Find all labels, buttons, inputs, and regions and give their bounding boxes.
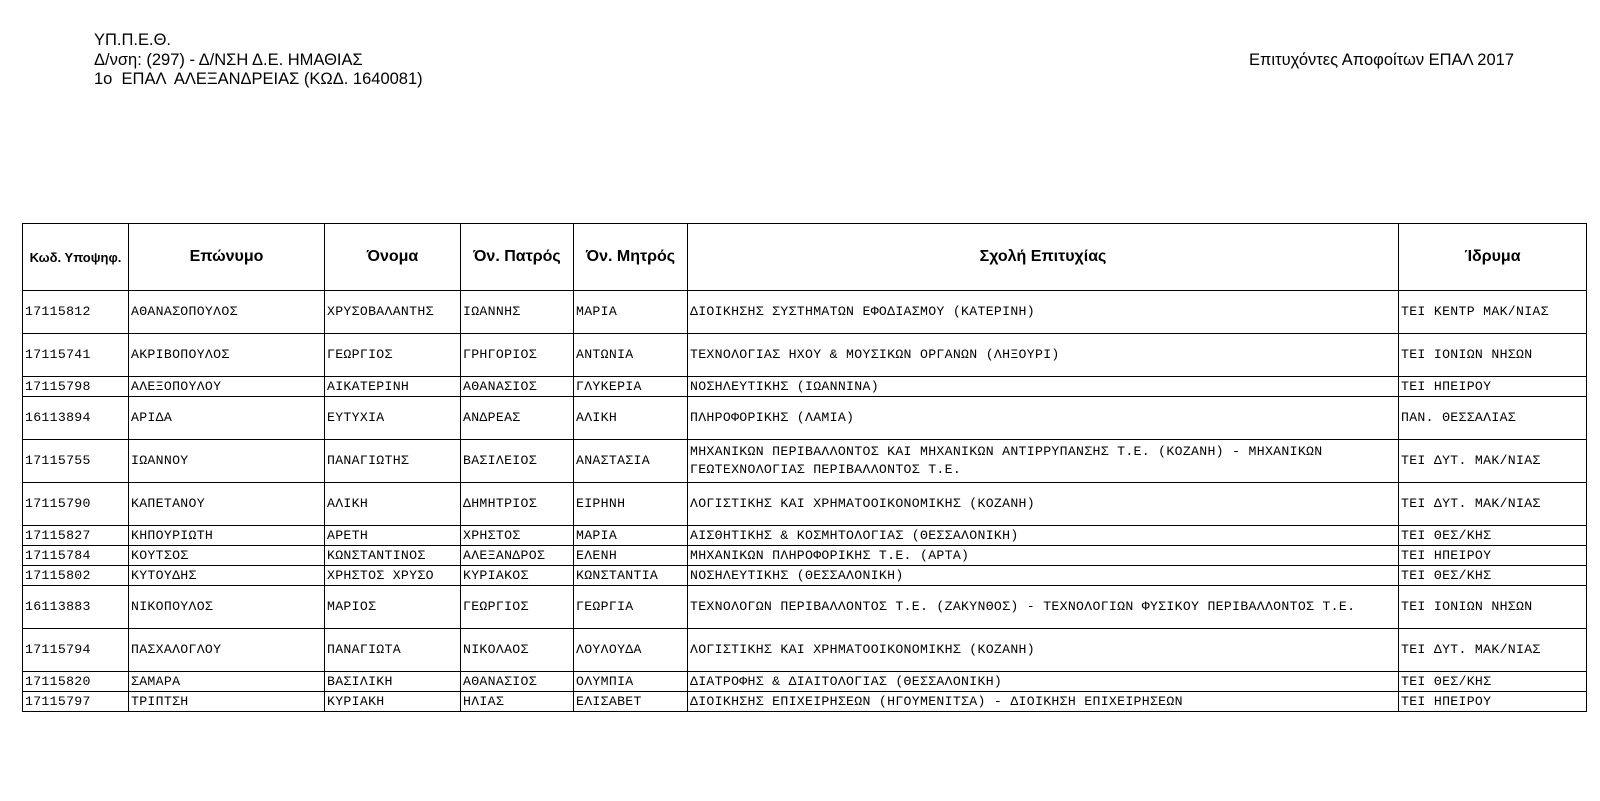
table-row — [23, 629, 1587, 672]
cell-father: ΗΛΙΑΣ — [461, 692, 574, 712]
cell-institution: ΤΕΙ ΙΟΝΙΩΝ ΝΗΣΩΝ — [1399, 586, 1587, 629]
cell-mother: ΓΛΥΚΕΡΙΑ — [574, 377, 688, 397]
cell-code: 17115755 — [23, 440, 129, 483]
cell-school: ΤΕΧΝΟΛΟΓΙΑΣ ΗΧΟΥ & ΜΟΥΣΙΚΩΝ ΟΡΓΑΝΩΝ (ΛΗΞΟΥΡΙ) — [688, 334, 1399, 377]
cell-school: ΑΙΣΘΗΤΙΚΗΣ & ΚΟΣΜΗΤΟΛΟΓΙΑΣ (ΘΕΣΣΑΛΟΝΙΚΗ) — [688, 526, 1399, 546]
cell-school: ΜΗΧΑΝΙΚΩΝ ΠΕΡΙΒΑΛΛΟΝΤΟΣ ΚΑΙ ΜΗΧΑΝΙΚΩΝ ΑΝΤΙΡΡΥΠΑΝΣΗΣ Τ.Ε. (ΚΟΖΑΝΗ) - ΜΗΧΑΝΙΚΩΝ ΓΕΩΤΕΧΝΟΛΟΓΙΑΣ ΠΕΡΙΒΑΛΛΟΝΤΟΣ Τ.Ε. — [688, 440, 1399, 483]
cell-mother: ΕΛΕΝΗ — [574, 546, 688, 566]
cell-school: ΤΕΧΝΟΛΟΓΩΝ ΠΕΡΙΒΑΛΛΟΝΤΟΣ Τ.Ε. (ΖΑΚΥΝΘΟΣ) - ΤΕΧΝΟΛΟΓΙΩΝ ΦΥΣΙΚΟΥ ΠΕΡΙΒΑΛΛΟΝΤΟΣ Τ.Ε. — [688, 586, 1399, 629]
cell-institution: ΤΕΙ ΔΥΤ. ΜΑΚ/ΝΙΑΣ — [1399, 483, 1587, 526]
cell-name: ΑΛΙΚΗ — [325, 483, 461, 526]
cell-institution: ΤΕΙ ΗΠΕΙΡΟΥ — [1399, 692, 1587, 712]
cell-surname: ΑΘΑΝΑΣΟΠΟΥΛΟΣ — [129, 291, 325, 334]
table-row — [23, 586, 1587, 629]
cell-father: ΑΘΑΝΑΣΙΟΣ — [461, 672, 574, 692]
cell-mother: ΜΑΡΙΑ — [574, 291, 688, 334]
cell-code: 17115820 — [23, 672, 129, 692]
col-header-code: Κωδ. Υποψηφ. — [23, 224, 129, 291]
cell-name: ΑΙΚΑΤΕΡΙΝΗ — [325, 377, 461, 397]
cell-institution: ΤΕΙ ΔΥΤ. ΜΑΚ/ΝΙΑΣ — [1399, 440, 1587, 483]
cell-code: 17115790 — [23, 483, 129, 526]
cell-code: 17115797 — [23, 692, 129, 712]
cell-name: ΓΕΩΡΓΙΟΣ — [325, 334, 461, 377]
cell-institution: ΠΑΝ. ΘΕΣΣΑΛΙΑΣ — [1399, 397, 1587, 440]
cell-surname: ΑΚΡΙΒΟΠΟΥΛΟΣ — [129, 334, 325, 377]
cell-code: 17115827 — [23, 526, 129, 546]
cell-mother: ΚΩΝΣΤΑΝΤΙΑ — [574, 566, 688, 586]
cell-father: ΑΛΕΞΑΝΔΡΟΣ — [461, 546, 574, 566]
cell-institution: ΤΕΙ ΔΥΤ. ΜΑΚ/ΝΙΑΣ — [1399, 629, 1587, 672]
cell-father: ΒΑΣΙΛΕΙΟΣ — [461, 440, 574, 483]
cell-surname: ΙΩΑΝΝΟΥ — [129, 440, 325, 483]
cell-surname: ΑΡΙΔΑ — [129, 397, 325, 440]
table-row — [23, 526, 1587, 546]
cell-surname: ΚΑΠΕΤΑΝΟΥ — [129, 483, 325, 526]
table-row — [23, 377, 1587, 397]
school-line: 1ο ΕΠΑΛ ΑΛΕΞΑΝΔΡΕΙΑΣ (ΚΩΔ. 1640081) — [94, 70, 423, 88]
col-header-father: Όν. Πατρός — [461, 224, 574, 291]
cell-mother: ΓΕΩΡΓΙΑ — [574, 586, 688, 629]
cell-mother: ΛΟΥΛΟΥΔΑ — [574, 629, 688, 672]
cell-name: ΧΡΗΣΤΟΣ ΧΡΥΣΟ — [325, 566, 461, 586]
table-row — [23, 397, 1587, 440]
cell-code: 17115812 — [23, 291, 129, 334]
cell-surname: ΝΙΚΟΠΟΥΛΟΣ — [129, 586, 325, 629]
cell-name: ΠΑΝΑΓΙΩΤΑ — [325, 629, 461, 672]
table-row — [23, 546, 1587, 566]
cell-school: ΔΙΟΙΚΗΣΗΣ ΣΥΣΤΗΜΑΤΩΝ ΕΦΟΔΙΑΣΜΟΥ (ΚΑΤΕΡΙΝΗ) — [688, 291, 1399, 334]
cell-name: ΒΑΣΙΛΙΚΗ — [325, 672, 461, 692]
cell-code: 17115741 — [23, 334, 129, 377]
cell-code: 17115802 — [23, 566, 129, 586]
cell-surname: ΚΥΤΟΥΔΗΣ — [129, 566, 325, 586]
cell-name: ΜΑΡΙΟΣ — [325, 586, 461, 629]
col-header-surname: Επώνυμο — [129, 224, 325, 291]
ministry-line: ΥΠ.Π.Ε.Θ. — [94, 31, 172, 49]
cell-school: ΛΟΓΙΣΤΙΚΗΣ ΚΑΙ ΧΡΗΜΑΤΟΟΙΚΟΝΟΜΙΚΗΣ (ΚΟΖΑΝΗ) — [688, 629, 1399, 672]
cell-mother: ΑΝΤΩΝΙΑ — [574, 334, 688, 377]
cell-name: ΠΑΝΑΓΙΩΤΗΣ — [325, 440, 461, 483]
cell-father: ΓΡΗΓΟΡΙΟΣ — [461, 334, 574, 377]
cell-mother: ΜΑΡΙΑ — [574, 526, 688, 546]
document-title: Επιτυχόντες Αποφοίτων ΕΠΑΛ 2017 — [1249, 51, 1514, 69]
cell-institution: ΤΕΙ ΗΠΕΙΡΟΥ — [1399, 377, 1587, 397]
table-row — [23, 672, 1587, 692]
table-row — [23, 483, 1587, 526]
cell-father: ΧΡΗΣΤΟΣ — [461, 526, 574, 546]
directorate-line: Δ/νση: (297) - Δ/ΝΣΗ Δ.Ε. ΗΜΑΘΙΑΣ — [94, 50, 363, 69]
cell-school: ΛΟΓΙΣΤΙΚΗΣ ΚΑΙ ΧΡΗΜΑΤΟΟΙΚΟΝΟΜΙΚΗΣ (ΚΟΖΑΝΗ) — [688, 483, 1399, 526]
cell-father: ΙΩΑΝΝΗΣ — [461, 291, 574, 334]
cell-surname: ΑΛΕΞΟΠΟΥΛΟΥ — [129, 377, 325, 397]
cell-surname: ΤΡΙΠΤΣΗ — [129, 692, 325, 712]
cell-surname: ΠΑΣΧΑΛΟΓΛΟΥ — [129, 629, 325, 672]
cell-father: ΔΗΜΗΤΡΙΟΣ — [461, 483, 574, 526]
table-header-row — [23, 224, 1587, 291]
cell-mother: ΟΛΥΜΠΙΑ — [574, 672, 688, 692]
cell-mother: ΕΙΡΗΝΗ — [574, 483, 688, 526]
cell-father: ΑΝΔΡΕΑΣ — [461, 397, 574, 440]
cell-school: ΝΟΣΗΛΕΥΤΙΚΗΣ (ΘΕΣΣΑΛΟΝΙΚΗ) — [688, 566, 1399, 586]
cell-school: ΜΗΧΑΝΙΚΩΝ ΠΛΗΡΟΦΟΡΙΚΗΣ Τ.Ε. (ΑΡΤΑ) — [688, 546, 1399, 566]
table-row — [23, 334, 1587, 377]
cell-name: ΚΩΝΣΤΑΝΤΙΝΟΣ — [325, 546, 461, 566]
cell-father: ΑΘΑΝΑΣΙΟΣ — [461, 377, 574, 397]
cell-school: ΔΙΟΙΚΗΣΗΣ ΕΠΙΧΕΙΡΗΣΕΩΝ (ΗΓΟΥΜΕΝΙΤΣΑ) - ΔΙΟΙΚΗΣΗ ΕΠΙΧΕΙΡΗΣΕΩΝ — [688, 692, 1399, 712]
results-table — [22, 223, 1587, 712]
cell-school: ΝΟΣΗΛΕΥΤΙΚΗΣ (ΙΩΑΝΝΙΝΑ) — [688, 377, 1399, 397]
cell-name: ΕΥΤΥΧΙΑ — [325, 397, 461, 440]
cell-name: ΚΥΡΙΑΚΗ — [325, 692, 461, 712]
cell-institution: ΤΕΙ ΘΕΣ/ΚΗΣ — [1399, 566, 1587, 586]
col-header-name: Όνομα — [325, 224, 461, 291]
cell-institution: ΤΕΙ ΙΟΝΙΩΝ ΝΗΣΩΝ — [1399, 334, 1587, 377]
cell-institution: ΤΕΙ ΗΠΕΙΡΟΥ — [1399, 546, 1587, 566]
table-row — [23, 291, 1587, 334]
cell-code: 16113883 — [23, 586, 129, 629]
col-header-school: Σχολή Επιτυχίας — [688, 224, 1399, 291]
cell-institution: ΤΕΙ ΘΕΣ/ΚΗΣ — [1399, 672, 1587, 692]
cell-code: 17115798 — [23, 377, 129, 397]
cell-father: ΓΕΩΡΓΙΟΣ — [461, 586, 574, 629]
cell-father: ΝΙΚΟΛΑΟΣ — [461, 629, 574, 672]
col-header-mother: Όν. Μητρός — [574, 224, 688, 291]
cell-code: 17115794 — [23, 629, 129, 672]
table-body — [23, 291, 1587, 712]
cell-code: 16113894 — [23, 397, 129, 440]
cell-father: ΚΥΡΙΑΚΟΣ — [461, 566, 574, 586]
cell-name: ΑΡΕΤΗ — [325, 526, 461, 546]
cell-institution: ΤΕΙ ΘΕΣ/ΚΗΣ — [1399, 526, 1587, 546]
cell-surname: ΚΟΥΤΣΟΣ — [129, 546, 325, 566]
table-row — [23, 566, 1587, 586]
cell-institution: ΤΕΙ ΚΕΝΤΡ ΜΑΚ/ΝΙΑΣ — [1399, 291, 1587, 334]
cell-mother: ΕΛΙΣΑΒΕΤ — [574, 692, 688, 712]
cell-name: ΧΡΥΣΟΒΑΛΑΝΤΗΣ — [325, 291, 461, 334]
cell-school: ΠΛΗΡΟΦΟΡΙΚΗΣ (ΛΑΜΙΑ) — [688, 397, 1399, 440]
cell-surname: ΣΑΜΑΡΑ — [129, 672, 325, 692]
table-row — [23, 440, 1587, 483]
cell-code: 17115784 — [23, 546, 129, 566]
cell-mother: ΑΛΙΚΗ — [574, 397, 688, 440]
school-header — [94, 31, 423, 90]
table-row — [23, 692, 1587, 712]
cell-mother: ΑΝΑΣΤΑΣΙΑ — [574, 440, 688, 483]
col-header-institution: Ίδρυμα — [1399, 224, 1587, 291]
cell-surname: ΚΗΠΟΥΡΙΩΤΗ — [129, 526, 325, 546]
cell-school: ΔΙΑΤΡΟΦΗΣ & ΔΙΑΙΤΟΛΟΓΙΑΣ (ΘΕΣΣΑΛΟΝΙΚΗ) — [688, 672, 1399, 692]
